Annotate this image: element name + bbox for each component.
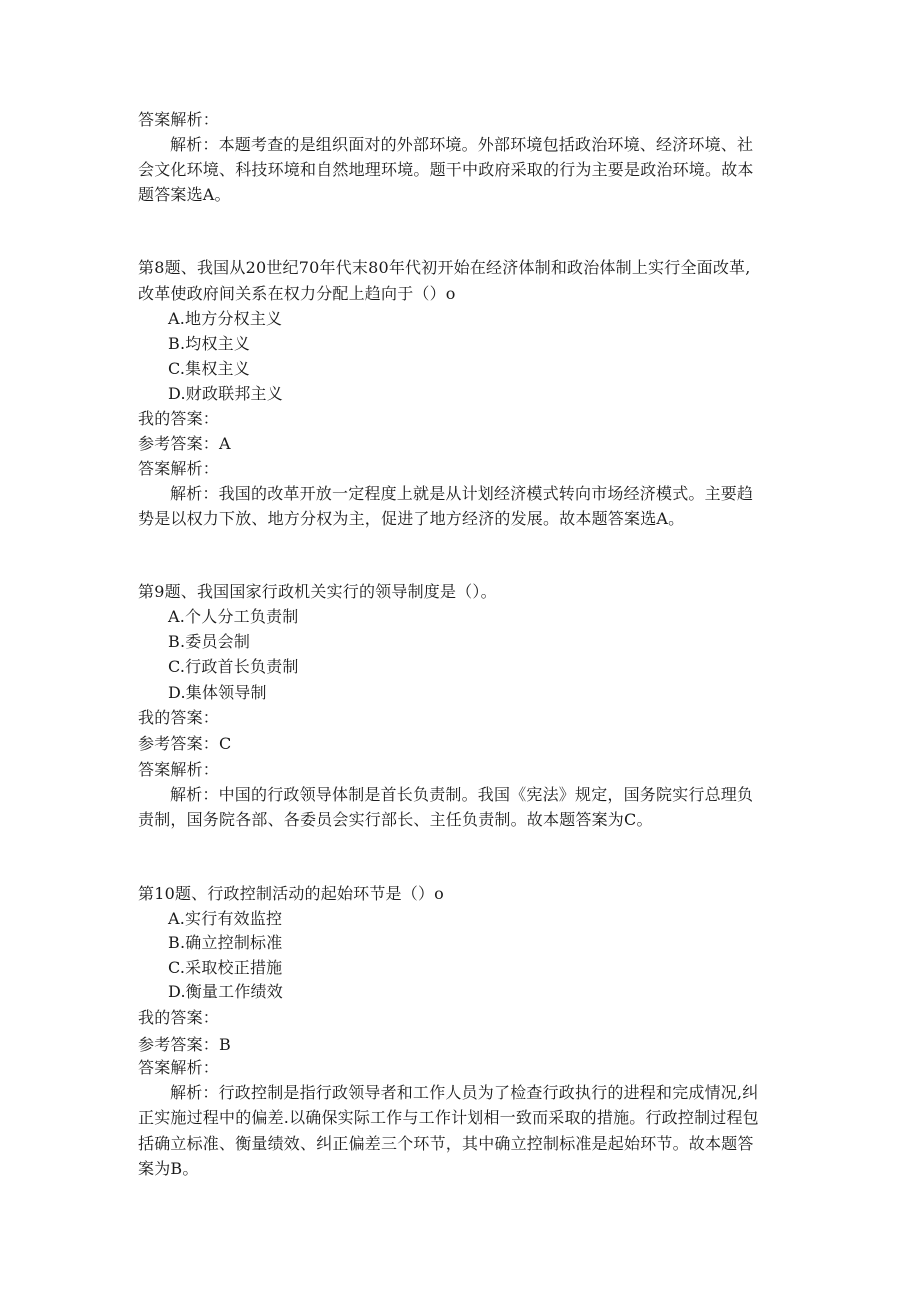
analysis-text: 会文化环境、科技环境和自然地理环境。题干中政府采取的行为主要是政治环境。故本 [138, 160, 754, 179]
question-8-stem: 第8题、我国从20世纪70年代末80年代初开始在经济体制和政治体制上实行全面改革, [138, 258, 751, 277]
analysis-text: 解析：行政控制是指行政领导者和工作人员为了检查行政执行的进程和完成情况,纠 [170, 1083, 759, 1102]
question-10-stem: 第10题、行政控制活动的起始环节是（）o [138, 884, 444, 903]
question-9-option-a: A.个人分工负责制 [168, 607, 299, 626]
question-10-option-c: C.采取校正措施 [168, 958, 283, 977]
question-10-option-d: D.衡量工作绩效 [168, 982, 283, 1001]
analysis-text: 正实施过程中的偏差.以确保实际工作与工作计划相一致而采取的措施。行政控制过程包 [138, 1108, 759, 1127]
analysis-text: 案为B。 [138, 1159, 199, 1178]
question-8-option-a: A.地方分权主义 [168, 309, 283, 328]
analysis-text: 题答案选A。 [138, 185, 231, 204]
analysis-text: 括确立标准、衡量绩效、纠正偏差三个环节，其中确立控制标准是起始环节。故本题答 [138, 1134, 754, 1153]
reference-answer: 参考答案：A [138, 434, 231, 453]
question-9-option-b: B.委员会制 [168, 632, 251, 651]
reference-answer: 参考答案：B [138, 1035, 231, 1054]
question-9-option-c: C.行政首长负责制 [168, 657, 299, 676]
analysis-text: 解析：本题考查的是组织面对的外部环境。外部环境包括政治环境、经济环境、社 [170, 135, 754, 154]
reference-answer: 参考答案：C [138, 734, 232, 753]
question-10-option-b: B.确立控制标准 [168, 933, 283, 952]
question-9-option-d: D.集体领导制 [168, 683, 267, 702]
analysis-label: 答案解析： [138, 459, 220, 478]
analysis-label: 答案解析： [138, 110, 220, 129]
question-8-stem: 改革使政府间关系在权力分配上趋向于（）o [138, 284, 456, 303]
analysis-text: 责制，国务院各部、各委员会实行部长、主任负责制。故本题答案为C。 [138, 810, 653, 829]
question-10-option-a: A.实行有效监控 [168, 909, 283, 928]
my-answer-label: 我的答案： [138, 1008, 220, 1027]
analysis-text: 势是以权力下放、地方分权为主，促进了地方经济的发展。故本题答案选A。 [138, 509, 685, 528]
analysis-text: 解析：我国的改革开放一定程度上就是从计划经济模式转向市场经济模式。主要趋 [170, 484, 754, 503]
analysis-text: 解析：中国的行政领导体制是首长负责制。我国《宪法》规定，国务院实行总理负 [170, 785, 754, 804]
question-9-stem: 第9题、我国国家行政机关实行的领导制度是（）。 [138, 582, 497, 601]
analysis-label: 答案解析： [138, 1058, 220, 1077]
my-answer-label: 我的答案： [138, 409, 220, 428]
question-8-option-c: C.集权主义 [168, 359, 250, 378]
my-answer-label: 我的答案： [138, 708, 220, 727]
question-8-option-b: B.均权主义 [168, 334, 251, 353]
analysis-label: 答案解析： [138, 760, 220, 779]
question-8-option-d: D.财政联邦主义 [168, 384, 283, 403]
